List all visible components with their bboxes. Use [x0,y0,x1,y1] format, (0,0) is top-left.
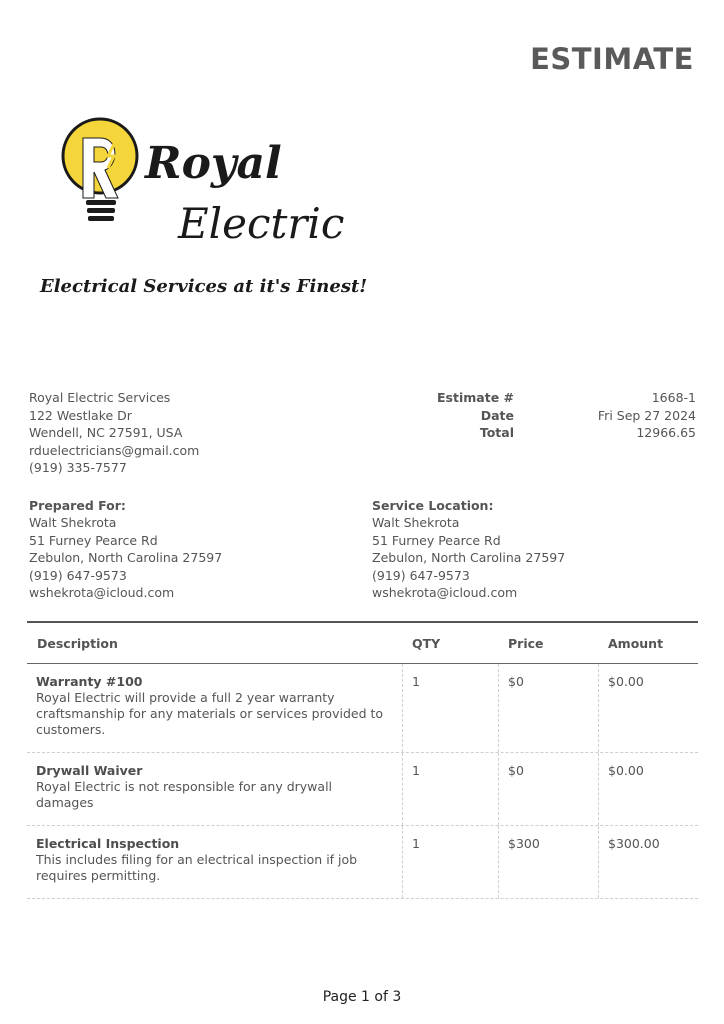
header-description: Description [37,635,118,651]
prepared-for-email[interactable]: wshekrota@icloud.com [29,585,175,601]
estimate-date-row [400,407,696,425]
page-number: Page 1 of 3 [322,989,402,1005]
service-location-phone[interactable]: (919) 647-9573 [372,567,470,583]
item-description-cell [27,826,402,898]
estimate-number-value: 1668-1 [651,390,696,405]
item-name: Drywall Waiver [36,763,143,778]
service-location-street: 51 Furney Pearce Rd [372,532,501,548]
estimate-number-label: Estimate # [437,390,514,405]
header-amount: Amount [608,635,664,651]
service-location-block [372,497,565,601]
item-price: $0 [498,664,598,752]
table-header [27,623,698,664]
item-price: $0 [498,753,598,825]
estimate-meta [400,389,696,442]
item-qty: 1 [402,826,498,898]
header-qty: QTY [412,635,441,651]
service-location-city: Zebulon, North Carolina 27597 [372,550,566,566]
estimate-total-value: 12966.65 [636,425,696,440]
estimate-date-value: Fri Sep 27 2024 [597,407,696,423]
document-title: ESTIMATE [530,42,694,76]
item-amount: $300.00 [598,826,698,898]
item-description: This includes filing for an electrical inspection if job requires permitting. [36,852,358,883]
logo-graphic [30,100,370,310]
company-phone[interactable]: (919) 335-7577 [29,460,127,475]
service-location-email[interactable]: wshekrota@icloud.com [372,585,518,601]
company-email[interactable]: rduelectricians@gmail.com [29,442,200,458]
item-description-cell [27,753,402,825]
logo-word-electric: Electric [178,199,345,248]
estimate-total-row [400,424,696,442]
header-price: Price [508,635,544,651]
prepared-for-name: Walt Shekrota [29,515,117,531]
service-location-name: Walt Shekrota [372,515,460,531]
item-qty: 1 [402,753,498,825]
logo-word-royal: Royal [145,138,282,189]
estimate-number-row [400,389,696,407]
prepared-for-street: 51 Furney Pearce Rd [29,532,158,548]
prepared-for-block [29,497,222,601]
table-row [27,753,698,826]
estimate-date-label: Date [480,407,514,423]
item-amount: $0.00 [598,664,698,752]
item-name: Electrical Inspection [36,836,180,851]
prepared-for-city: Zebulon, North Carolina 27597 [29,550,223,566]
item-qty: 1 [402,664,498,752]
company-city: Wendell, NC 27591, USA [29,425,183,440]
logo-tagline: Electrical Services at it's Finest! [40,276,368,297]
company-street: 122 Westlake Dr [29,407,132,423]
company-logo [30,100,370,310]
company-info [29,389,199,477]
item-description-cell [27,664,402,752]
company-name: Royal Electric Services [29,390,171,405]
estimate-total-label: Total [479,425,514,440]
item-description: Royal Electric will provide a full 2 year warranty craftsmanship for any materials or services provided to customers. [36,690,384,737]
item-name: Warranty #100 [36,674,143,689]
service-location-heading: Service Location: [372,498,494,513]
line-items-table [27,621,698,899]
table-row [27,826,698,899]
item-amount: $0.00 [598,753,698,825]
prepared-for-phone[interactable]: (919) 647-9573 [29,567,127,583]
table-row [27,664,698,753]
item-description: Royal Electric is not responsible for any drywall damages [36,779,333,810]
prepared-for-heading: Prepared For: [29,498,126,513]
item-price: $300 [498,826,598,898]
